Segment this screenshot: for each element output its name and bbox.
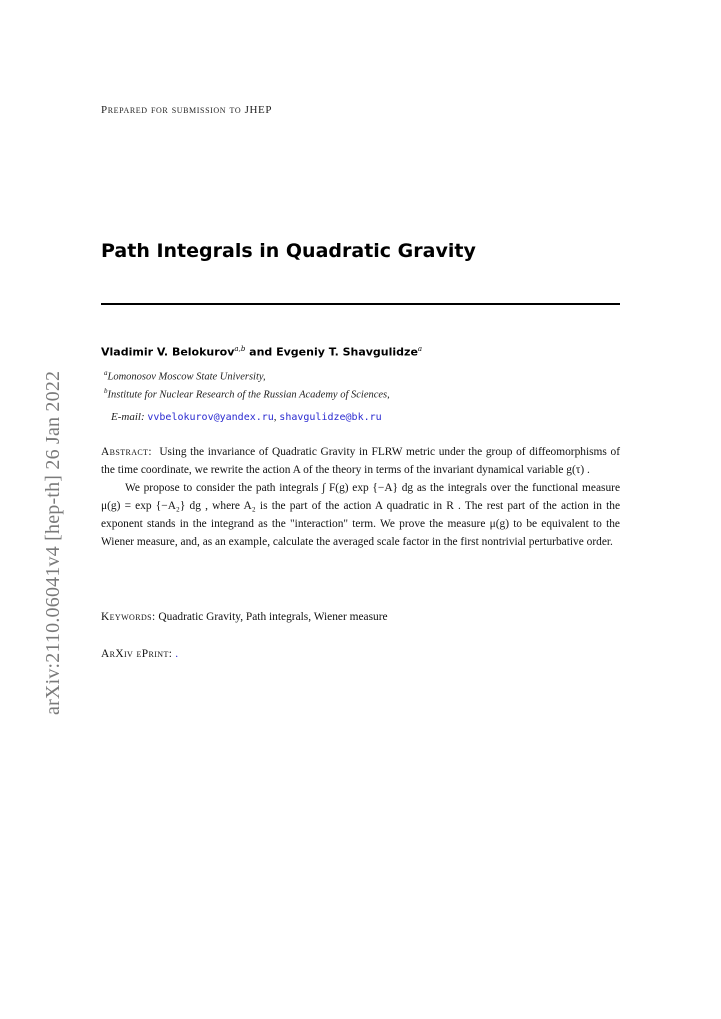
email-link[interactable]: vvbelokurov@yandex.ru bbox=[147, 412, 274, 423]
author-name: Evgeniy T. Shavgulidze bbox=[276, 345, 418, 359]
abstract bbox=[101, 444, 620, 551]
email-label: E-mail: bbox=[111, 411, 145, 423]
abstract-paragraph bbox=[101, 444, 620, 480]
author-list bbox=[101, 345, 422, 359]
eprint-heading: ArXiv ePrint: bbox=[101, 648, 173, 660]
author-name: Vladimir V. Belokurov bbox=[101, 345, 235, 359]
author-affil-mark: a,b bbox=[234, 345, 246, 353]
affiliation-mark: b bbox=[104, 387, 108, 395]
affiliation-mark: a bbox=[104, 369, 108, 377]
affiliation-text: Institute for Nuclear Research of the Russian Academy of Sciences, bbox=[107, 389, 390, 401]
keywords-heading: Keywords: bbox=[101, 611, 156, 623]
arxiv-sidebar-stamp bbox=[0, 320, 64, 720]
eprint-link[interactable]: . bbox=[175, 648, 179, 660]
email-link[interactable]: shavgulidze@bk.ru bbox=[279, 412, 382, 423]
affiliation bbox=[104, 387, 390, 401]
submission-note: Prepared for submission to JHEP bbox=[101, 104, 273, 116]
title-rule bbox=[101, 303, 620, 305]
arxiv-eprint bbox=[101, 648, 178, 660]
author-separator: and bbox=[245, 345, 277, 359]
keywords bbox=[101, 611, 388, 623]
arxiv-identifier: arXiv:2110.06041v4 [hep-th] 26 Jan 2022 bbox=[42, 370, 64, 715]
email-line bbox=[111, 411, 382, 423]
affiliation-text: Lomonosov Moscow State University, bbox=[107, 371, 266, 383]
abstract-heading: Abstract: bbox=[101, 446, 152, 458]
keywords-text: Quadratic Gravity, Path integrals, Wiener measure bbox=[158, 611, 388, 623]
abstract-paragraph: We propose to consider the path integrals ∫ F(g) exp {−A} dg as the integrals over the functional measure μ(g) = exp {−A₂} dg , where A₂ is the part of the action A quadratic in R . The rest part of the action in the exponent stands in the integrand as the "interaction" term. We prove the measure μ(g) to be equivalent to the Wiener measure, and, as an example, calculate the averaged scale factor in the first nontrivial perturbative order. bbox=[101, 481, 620, 548]
affiliation bbox=[104, 369, 266, 383]
paper-title: Path Integrals in Quadratic Gravity bbox=[101, 240, 476, 262]
abstract-text: Using the invariance of Quadratic Gravity in FLRW metric under the group of diffeomorphisms of the time coordinate, we rewrite the action A of the theory in terms of the invariant dynamical variable g(τ) . bbox=[101, 446, 620, 476]
author-affil-mark: a bbox=[417, 345, 423, 353]
email-separator: , bbox=[273, 411, 280, 423]
